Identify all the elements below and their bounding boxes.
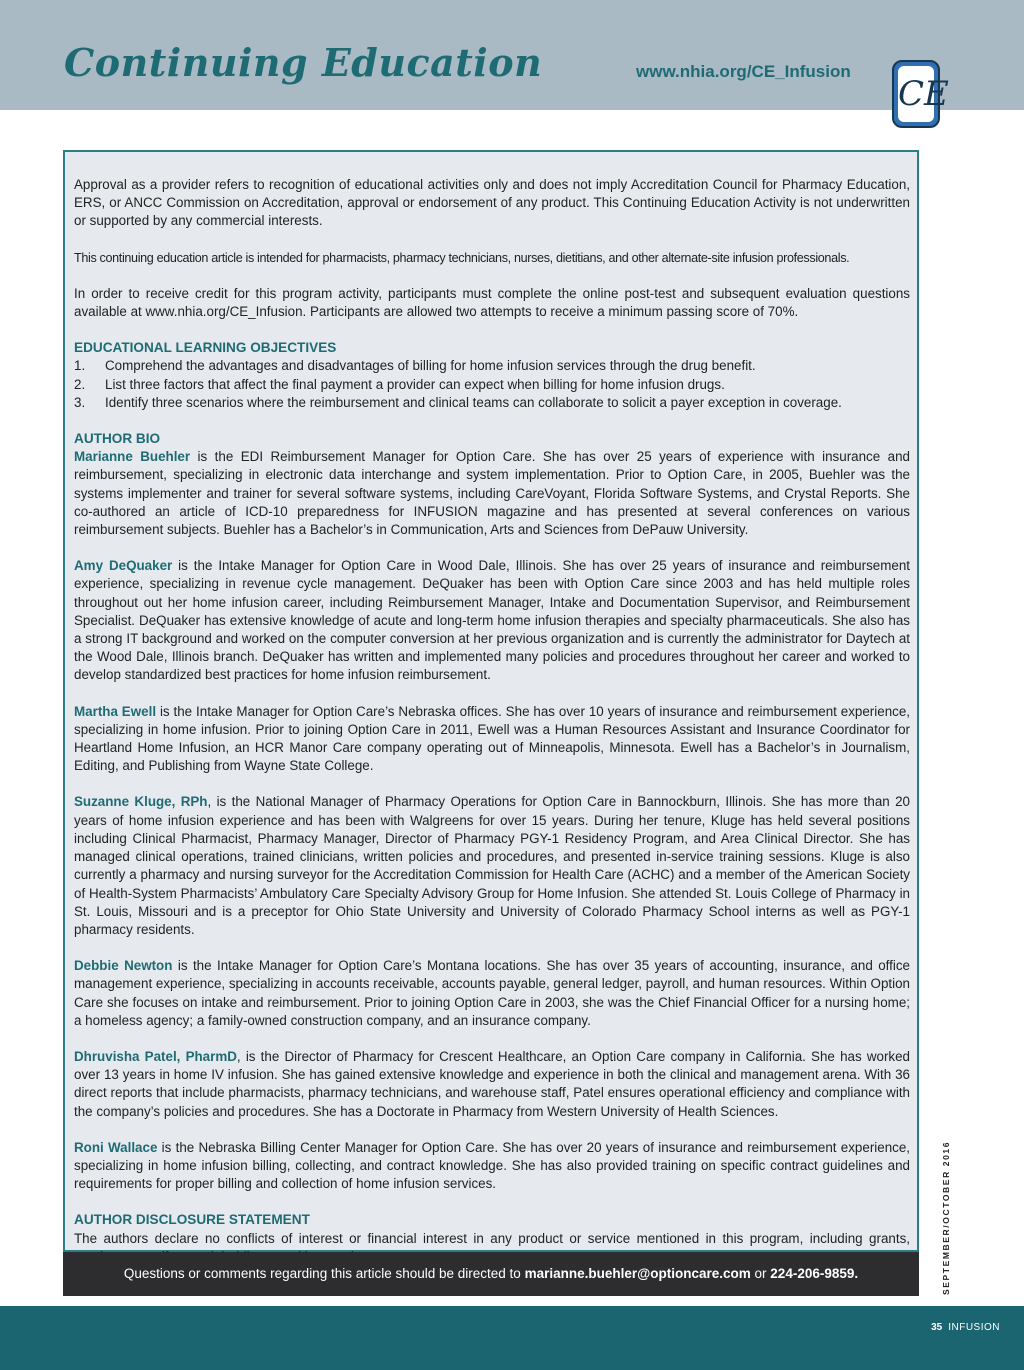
author-bio-text: , is the National Manager of Pharmacy Operations for Option Care in Bannockburn, Illinois. She has more than 20 years of home infusion experience and has been with Walgreens for over 15 years. During her tenure, Kluge has held several positions including Clinical Pharmacist, Pharmacy Manager, Director of Pharmacy PGY-1 Residency Program, and Area Clinical Director. She has managed clinical operations, trained clinicians, written policies and procedures, and presented in-service training sessions. Kluge is also currently a pharmacy and nursing surveyor for the Accreditation Commission for Health Care (ACHC) and a member of the American Society of Health-System Pharmacists’ Ambulatory Care Specialty Advisory Group for Home Infusion. She attended St. Louis College of Pharmacy in St. Louis, Missouri and is a preceptor for Ohio State University and University of Colorado Pharmacy School interns as well as PGY-1 pharmacy residents. [74, 794, 910, 937]
magazine-name: INFUSION [948, 1322, 1000, 1333]
disclosure-text: The authors declare no conflicts of interest or financial interest in any product or service mentioned in this program, including grants, [74, 1230, 910, 1246]
contact-or: or [750, 1266, 771, 1281]
header-url[interactable]: www.nhia.org/CE_Infusion [636, 62, 851, 81]
author-bio [74, 957, 910, 1030]
author-bio [74, 557, 910, 684]
objective-text: List three factors that affect the final payment a provider can expect when billing for home infusion drugs. [105, 376, 725, 392]
author-bio-text: is the Intake Manager for Option Care in Wood Dale, Illinois. She has over 25 years of insurance and reimbursement experience, specializing in revenue cycle management. DeQuaker has been with Option Care since 2003 and has held multiple roles throughout out her home infusion career, including Reimbursement Manager, Intake and Documentation Supervisor, and Reimbursement Specialist. DeQuaker has extensive knowledge of acute and long-term home infusion therapies and specialty pharmaceuticals. She also has a strong IT background and worked on the computer conversion at her previous organization and is currently the administrator for Daytech at the Wood Dale, Illinois branch. DeQuaker has written and implemented many policies and procedures throughout her career and worked to develop standardized best practices for home infusion reimbursement. [74, 558, 910, 683]
contact-phone: 224-206-9859. [770, 1266, 859, 1281]
objectives-heading: EDUCATIONAL LEARNING OBJECTIVES [74, 340, 337, 356]
author-bio-text: , is the Director of Pharmacy for Crescent Healthcare, an Option Care company in California. She has worked over 13 years in home IV infusion. She has gained extensive knowledge and experience in both the clinical and management arena. With 36 direct reports that include pharmacists, pharmacy technicians, and warehouse staff, Patel ensures operational efficiency and compliance with the company’s policies and procedures. She has a Doctorate in Pharmacy from Western University of Health Sciences. [74, 1048, 911, 1119]
author-name: Martha Ewell [74, 703, 157, 719]
objective-item [74, 394, 910, 412]
objective-text: Identify three scenarios where the reimbursement and clinical teams can collaborate to solicit a payer exception in coverage. [105, 394, 842, 410]
objective-item [74, 357, 910, 375]
credit-paragraph: In order to receive credit for this program activity, participants must complete the online post-test and subsequent evaluation questions available at www.nhia.org/CE_Infusion. Participants are allowed two attempts to receive a minimum passing score of 70%. [74, 285, 910, 320]
author-name: Dhruvisha Patel, PharmD [74, 1048, 237, 1064]
issue-date-text: SEPTEMBER/OCTOBER 2016 [941, 1140, 951, 1295]
author-name: Marianne Buehler [74, 449, 191, 465]
author-bio-text: is the Nebraska Billing Center Manager for Option Care. She has over 20 years of insurance and reimbursement experience, specializing in home infusion billing, collecting, and contract knowledge. She has also provided training on specific contract guidelines and requirements for proper billing and collection of home infusion services. [74, 1139, 911, 1192]
contact-prefix: Questions or comments regarding this article should be directed to [123, 1266, 525, 1281]
author-bio [74, 703, 910, 776]
approval-paragraph: Approval as a provider refers to recognition of educational activities only and does not imply Accreditation Council for Pharmacy Education, ERS, or ANCC Commission on Accreditation, approval or endorsement of any product. This Continuing Education Activity is not underwritten or supported by any commercial interests. [74, 177, 910, 229]
objective-item [74, 376, 910, 394]
author-bio-text: is the Intake Manager for Option Care’s Montana locations. She has over 35 years of accounting, insurance, and office management experience, specializing in accounts receivable, accounts payable, general ledger, payroll, and human resources. Within Option Care she focuses on intake and reimbursement. Prior to joining Option Care in 2003, she was the Chief Financial Officer for a nursing home; a homeless agency; a family-owned construction company, and an insurance company. [74, 958, 910, 1028]
author-bio [74, 1048, 910, 1121]
contact-email-link[interactable]: marianne.buehler@optioncare.com [524, 1266, 751, 1281]
objective-text: Comprehend the advantages and disadvantages of billing for home infusion services through the drug benefit. [105, 358, 756, 374]
author-bio [74, 1139, 910, 1194]
author-name: Roni Wallace [74, 1139, 158, 1155]
page-info [931, 1322, 1000, 1333]
article-info-box [63, 150, 919, 1252]
author-bio [74, 793, 910, 939]
author-bio-text: is the EDI Reimbursement Manager for Option Care. She has over 25 years of experience with insurance and reimbursement, specializing in electronic data interchange and system implementation. Prior to Option Care, in 2005, Buehler was the systems implementer and trainer for several software systems, including CareVoyant, Florida Software Systems, and Crystal Reports. She co-authored an article of ICD-10 preparedness for INFUSION magazine and has presented at several conferences on various reimbursement subjects. Buehler has a Bachelor’s in Communication, Arts and Sciences from DePauw University. [74, 449, 910, 538]
author-name: Debbie Newton [74, 958, 173, 974]
page-header [0, 0, 1024, 114]
audience-paragraph: This continuing education article is intended for pharmacists, pharmacy technicians, nurses, dietitians, and other alternate-site infusion professionals. [74, 250, 850, 265]
ce-logo-icon [892, 60, 949, 128]
objective-number: 2. [74, 376, 86, 392]
section-title: Continuing Education [64, 40, 543, 85]
ce-logo-letters: CE [898, 66, 934, 122]
author-bio-heading: AUTHOR BIO [74, 431, 161, 447]
objectives-list [74, 357, 910, 412]
objective-number: 3. [74, 394, 86, 410]
author-bio [74, 448, 910, 539]
contact-footer [63, 1252, 919, 1296]
page-number: 35 [931, 1322, 943, 1333]
issue-date-vertical [936, 1140, 956, 1300]
article-info-content [74, 176, 910, 1284]
author-bio-text: is the Intake Manager for Option Care’s Nebraska offices. She has over 10 years of insurance and reimbursement experience, specializing in home infusion. Prior to joining Option Care in 2011, Ewell was a Human Resources Assistant and Insurance Coordinator for Heartland Home Infusion, an HCR Manor Care company operating out of Minneapolis, Minnesota. Ewell has a Bachelor’s in Journalism, Editing, and Publishing from Wayne State College. [74, 703, 910, 774]
author-name: Amy DeQuaker [74, 558, 173, 574]
page-footer-band [0, 1306, 1024, 1370]
objective-number: 1. [74, 358, 86, 374]
disclosure-heading: AUTHOR DISCLOSURE STATEMENT [74, 1212, 310, 1228]
author-name: Suzanne Kluge, RPh [74, 794, 208, 810]
